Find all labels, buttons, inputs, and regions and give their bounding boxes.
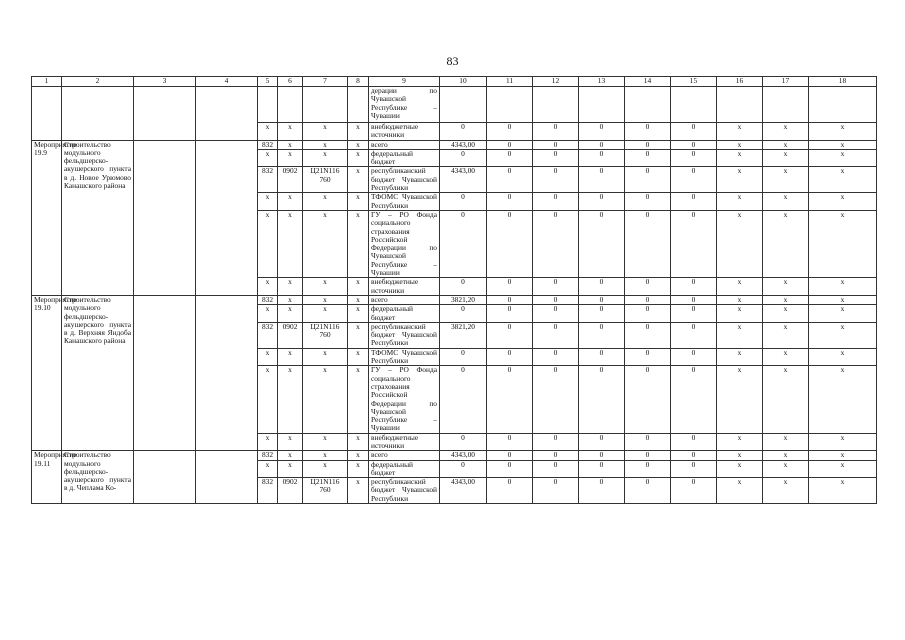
- value-cell: х: [809, 366, 877, 433]
- code-cell: 832: [258, 322, 278, 348]
- code-cell: х: [278, 123, 303, 141]
- code-cell: х: [303, 460, 348, 478]
- value-cell: х: [717, 348, 763, 366]
- value-cell: [809, 87, 877, 123]
- value-cell: 3821,20: [440, 295, 487, 304]
- column-header: 7: [303, 77, 348, 87]
- value-cell: х: [717, 366, 763, 433]
- value-cell: [717, 87, 763, 123]
- column-header: 1: [32, 77, 62, 87]
- source-cell: федеральный бюджет: [369, 305, 440, 323]
- goal-cell: [196, 140, 258, 295]
- column-header: 2: [62, 77, 134, 87]
- code-cell: х: [278, 348, 303, 366]
- value-cell: 4343,00: [440, 451, 487, 460]
- value-cell: 0: [671, 305, 717, 323]
- value-cell: 0: [487, 366, 533, 433]
- value-cell: 0: [533, 140, 579, 149]
- column-header: 17: [763, 77, 809, 87]
- value-cell: 0: [533, 451, 579, 460]
- value-cell: 0: [579, 478, 625, 504]
- value-cell: 0: [533, 305, 579, 323]
- code-cell: х: [348, 210, 369, 277]
- value-cell: 0: [533, 295, 579, 304]
- code-cell: х: [258, 433, 278, 451]
- value-cell: 0: [625, 322, 671, 348]
- value-cell: 0: [625, 433, 671, 451]
- name-cell: Строительство модульного фельдшерско-акушерского пункта в д. Верхняя Яндоба Канашского района: [62, 295, 134, 450]
- code-cell: х: [303, 140, 348, 149]
- value-cell: 0: [440, 278, 487, 296]
- source-cell: всего: [369, 140, 440, 149]
- value-cell: х: [763, 149, 809, 167]
- value-cell: х: [809, 210, 877, 277]
- page-number: 83: [446, 54, 459, 68]
- goal-cell: [196, 451, 258, 504]
- table-row: [32, 140, 877, 149]
- value-cell: х: [763, 193, 809, 211]
- value-cell: 0: [671, 460, 717, 478]
- code-cell: 832: [258, 167, 278, 193]
- source-cell: республиканский бюджет Чувашской Республики: [369, 478, 440, 504]
- value-cell: 0: [579, 433, 625, 451]
- value-cell: 0: [579, 123, 625, 141]
- code-cell: х: [348, 295, 369, 304]
- value-cell: 0: [579, 322, 625, 348]
- value-cell: 0: [671, 433, 717, 451]
- value-cell: х: [763, 433, 809, 451]
- value-cell: 0: [487, 193, 533, 211]
- name-cell: Строительство модульного фельдшерско-акушерского пункта в д. Новое Урюмово Канашского района: [62, 140, 134, 295]
- code-cell: Ц21N116 760: [303, 167, 348, 193]
- column-header: 12: [533, 77, 579, 87]
- value-cell: 0: [440, 305, 487, 323]
- value-cell: 0: [671, 149, 717, 167]
- value-cell: [763, 87, 809, 123]
- value-cell: 4343,00: [440, 167, 487, 193]
- source-cell: всего: [369, 295, 440, 304]
- value-cell: 0: [533, 478, 579, 504]
- value-cell: 0: [533, 433, 579, 451]
- code-cell: х: [348, 123, 369, 141]
- value-cell: 0: [487, 140, 533, 149]
- value-cell: 0: [487, 433, 533, 451]
- value-cell: х: [809, 278, 877, 296]
- value-cell: х: [717, 433, 763, 451]
- code-cell: х: [348, 322, 369, 348]
- value-cell: 0: [440, 433, 487, 451]
- source-cell: республиканский бюджет Чувашской Республики: [369, 167, 440, 193]
- goal-cell: [196, 87, 258, 141]
- code-cell: х: [348, 140, 369, 149]
- value-cell: 0: [440, 193, 487, 211]
- code-cell: х: [348, 451, 369, 460]
- code-cell: х: [258, 305, 278, 323]
- value-cell: 0: [487, 295, 533, 304]
- value-cell: 0: [579, 366, 625, 433]
- code-cell: [303, 87, 348, 123]
- code-cell: 832: [258, 295, 278, 304]
- value-cell: [625, 87, 671, 123]
- source-cell: ТФОМС Чувашской Республики: [369, 193, 440, 211]
- value-cell: 0: [579, 149, 625, 167]
- value-cell: 0: [579, 295, 625, 304]
- code-cell: Ц21N116 760: [303, 322, 348, 348]
- value-cell: 0: [579, 167, 625, 193]
- name-cell: [62, 87, 134, 141]
- value-cell: 0: [487, 478, 533, 504]
- code-cell: х: [303, 149, 348, 167]
- source-cell: дерации по Чувашской Республике – Чувашии: [369, 87, 440, 123]
- value-cell: х: [809, 322, 877, 348]
- value-cell: 0: [487, 460, 533, 478]
- value-cell: 0: [487, 348, 533, 366]
- value-cell: 0: [533, 167, 579, 193]
- value-cell: х: [763, 140, 809, 149]
- code-cell: х: [303, 451, 348, 460]
- value-cell: х: [717, 295, 763, 304]
- value-cell: 0: [440, 123, 487, 141]
- value-cell: 0: [440, 366, 487, 433]
- value-cell: х: [763, 210, 809, 277]
- code-cell: 832: [258, 451, 278, 460]
- value-cell: х: [763, 295, 809, 304]
- code-cell: 0902: [278, 167, 303, 193]
- value-cell: [671, 87, 717, 123]
- source-cell: ТФОМС Чувашской Республики: [369, 348, 440, 366]
- value-cell: х: [717, 167, 763, 193]
- value-cell: 0: [579, 140, 625, 149]
- value-cell: х: [809, 348, 877, 366]
- source-cell: внебюджетные источники: [369, 123, 440, 141]
- value-cell: х: [809, 460, 877, 478]
- value-cell: 4343,00: [440, 140, 487, 149]
- code-cell: х: [348, 433, 369, 451]
- value-cell: 0: [487, 305, 533, 323]
- value-cell: х: [763, 451, 809, 460]
- code-cell: х: [258, 348, 278, 366]
- value-cell: 0: [625, 451, 671, 460]
- value-cell: 0: [579, 278, 625, 296]
- value-cell: 0: [440, 149, 487, 167]
- value-cell: [579, 87, 625, 123]
- value-cell: х: [809, 167, 877, 193]
- code-cell: х: [303, 295, 348, 304]
- value-cell: х: [763, 278, 809, 296]
- value-cell: 0: [671, 123, 717, 141]
- source-cell: федеральный бюджет: [369, 149, 440, 167]
- code-cell: х: [278, 460, 303, 478]
- code-cell: х: [278, 149, 303, 167]
- value-cell: 0: [533, 366, 579, 433]
- value-cell: 0: [625, 478, 671, 504]
- value-cell: 0: [533, 123, 579, 141]
- goal-cell: [196, 295, 258, 450]
- column-header: 16: [717, 77, 763, 87]
- value-cell: 0: [671, 366, 717, 433]
- value-cell: х: [763, 322, 809, 348]
- source-cell: внебюджетные источники: [369, 278, 440, 296]
- value-cell: х: [717, 123, 763, 141]
- code-cell: [278, 87, 303, 123]
- measure-cell: Мероприятие 19.10: [32, 295, 62, 450]
- code-cell: х: [278, 305, 303, 323]
- code-cell: 832: [258, 478, 278, 504]
- value-cell: 0: [533, 460, 579, 478]
- value-cell: 0: [579, 460, 625, 478]
- value-cell: 0: [625, 305, 671, 323]
- executor-cell: [134, 140, 196, 295]
- table-row: [32, 87, 877, 123]
- column-header: 10: [440, 77, 487, 87]
- code-cell: х: [348, 149, 369, 167]
- value-cell: 0: [487, 123, 533, 141]
- value-cell: 0: [440, 348, 487, 366]
- code-cell: х: [348, 167, 369, 193]
- code-cell: х: [278, 433, 303, 451]
- value-cell: 0: [671, 140, 717, 149]
- source-cell: всего: [369, 451, 440, 460]
- value-cell: х: [763, 478, 809, 504]
- value-cell: х: [763, 123, 809, 141]
- column-header: 6: [278, 77, 303, 87]
- value-cell: х: [809, 295, 877, 304]
- value-cell: 0: [533, 322, 579, 348]
- value-cell: 0: [533, 278, 579, 296]
- value-cell: 0: [671, 193, 717, 211]
- value-cell: х: [809, 433, 877, 451]
- value-cell: 0: [625, 167, 671, 193]
- code-cell: х: [348, 460, 369, 478]
- value-cell: 0: [487, 451, 533, 460]
- value-cell: 0: [625, 278, 671, 296]
- code-cell: х: [258, 460, 278, 478]
- value-cell: 0: [671, 278, 717, 296]
- value-cell: х: [717, 278, 763, 296]
- name-cell: Строительство модульного фельдшерско-акушерского пункта в д. Чеплама Ко-: [62, 451, 134, 504]
- value-cell: 0: [625, 193, 671, 211]
- code-cell: х: [348, 348, 369, 366]
- column-header: 15: [671, 77, 717, 87]
- column-header: 13: [579, 77, 625, 87]
- column-number-row: [32, 77, 877, 87]
- value-cell: 0: [487, 167, 533, 193]
- value-cell: 0: [533, 193, 579, 211]
- column-header: 5: [258, 77, 278, 87]
- code-cell: х: [348, 305, 369, 323]
- code-cell: х: [258, 123, 278, 141]
- code-cell: х: [303, 123, 348, 141]
- value-cell: х: [717, 460, 763, 478]
- source-cell: федеральный бюджет: [369, 460, 440, 478]
- code-cell: х: [278, 295, 303, 304]
- value-cell: 0: [625, 295, 671, 304]
- column-header: 11: [487, 77, 533, 87]
- table-row: [32, 451, 877, 460]
- value-cell: 0: [440, 210, 487, 277]
- value-cell: 0: [671, 322, 717, 348]
- code-cell: Ц21N116 760: [303, 478, 348, 504]
- code-cell: 0902: [278, 478, 303, 504]
- value-cell: х: [717, 193, 763, 211]
- code-cell: х: [278, 210, 303, 277]
- value-cell: х: [717, 140, 763, 149]
- value-cell: х: [809, 478, 877, 504]
- column-header: 4: [196, 77, 258, 87]
- value-cell: 0: [671, 451, 717, 460]
- value-cell: х: [763, 460, 809, 478]
- source-cell: ГУ – РО Фонда социального страхования Российской Федерации по Чувашской Республике – Чувашии: [369, 366, 440, 433]
- value-cell: 0: [579, 305, 625, 323]
- value-cell: 0: [579, 451, 625, 460]
- value-cell: 0: [625, 140, 671, 149]
- value-cell: х: [809, 305, 877, 323]
- executor-cell: [134, 87, 196, 141]
- value-cell: 0: [487, 322, 533, 348]
- code-cell: х: [278, 278, 303, 296]
- value-cell: х: [763, 366, 809, 433]
- value-cell: [440, 87, 487, 123]
- code-cell: х: [303, 366, 348, 433]
- value-cell: 0: [487, 149, 533, 167]
- value-cell: х: [809, 140, 877, 149]
- value-cell: 0: [625, 348, 671, 366]
- value-cell: 0: [625, 149, 671, 167]
- code-cell: х: [348, 193, 369, 211]
- code-cell: 0902: [278, 322, 303, 348]
- value-cell: [487, 87, 533, 123]
- value-cell: х: [717, 478, 763, 504]
- column-header: 14: [625, 77, 671, 87]
- value-cell: 0: [625, 460, 671, 478]
- column-header: 8: [348, 77, 369, 87]
- column-header: 3: [134, 77, 196, 87]
- code-cell: х: [348, 366, 369, 433]
- value-cell: 0: [671, 167, 717, 193]
- code-cell: х: [278, 366, 303, 433]
- code-cell: х: [303, 305, 348, 323]
- code-cell: х: [278, 140, 303, 149]
- value-cell: [533, 87, 579, 123]
- code-cell: х: [278, 193, 303, 211]
- value-cell: х: [717, 451, 763, 460]
- executor-cell: [134, 451, 196, 504]
- value-cell: 0: [487, 210, 533, 277]
- value-cell: 0: [533, 149, 579, 167]
- executor-cell: [134, 295, 196, 450]
- code-cell: 832: [258, 140, 278, 149]
- code-cell: х: [258, 149, 278, 167]
- value-cell: 0: [533, 348, 579, 366]
- value-cell: х: [809, 451, 877, 460]
- measure-cell: Мероприятие 19.9: [32, 140, 62, 295]
- value-cell: х: [809, 149, 877, 167]
- code-cell: х: [303, 278, 348, 296]
- value-cell: 0: [625, 123, 671, 141]
- code-cell: [348, 87, 369, 123]
- code-cell: х: [303, 193, 348, 211]
- value-cell: х: [763, 348, 809, 366]
- value-cell: х: [717, 305, 763, 323]
- code-cell: [258, 87, 278, 123]
- source-cell: ГУ – РО Фонда социального страхования Российской Федерации по Чувашской Республике – Чувашии: [369, 210, 440, 277]
- code-cell: х: [258, 210, 278, 277]
- value-cell: 0: [579, 193, 625, 211]
- value-cell: 0: [579, 210, 625, 277]
- code-cell: х: [348, 278, 369, 296]
- value-cell: 0: [671, 295, 717, 304]
- value-cell: х: [717, 210, 763, 277]
- value-cell: 0: [579, 348, 625, 366]
- column-header: 18: [809, 77, 877, 87]
- value-cell: 0: [533, 210, 579, 277]
- code-cell: х: [258, 278, 278, 296]
- value-cell: 0: [625, 366, 671, 433]
- value-cell: х: [809, 123, 877, 141]
- value-cell: 0: [671, 348, 717, 366]
- value-cell: 0: [487, 278, 533, 296]
- value-cell: 0: [671, 478, 717, 504]
- code-cell: х: [278, 451, 303, 460]
- value-cell: 0: [440, 460, 487, 478]
- code-cell: х: [303, 348, 348, 366]
- source-cell: республиканский бюджет Чувашской Республики: [369, 322, 440, 348]
- value-cell: 4343,00: [440, 478, 487, 504]
- value-cell: 0: [671, 210, 717, 277]
- code-cell: х: [348, 478, 369, 504]
- value-cell: х: [717, 149, 763, 167]
- measure-cell: Мероприятие 19.11: [32, 451, 62, 504]
- budget-table: [31, 76, 877, 504]
- value-cell: 3821,20: [440, 322, 487, 348]
- code-cell: х: [258, 366, 278, 433]
- value-cell: х: [763, 305, 809, 323]
- code-cell: х: [258, 193, 278, 211]
- column-header: 9: [369, 77, 440, 87]
- code-cell: х: [303, 433, 348, 451]
- table-row: [32, 295, 877, 304]
- value-cell: 0: [625, 210, 671, 277]
- value-cell: х: [809, 193, 877, 211]
- value-cell: х: [717, 322, 763, 348]
- value-cell: х: [763, 167, 809, 193]
- source-cell: внебюджетные источники: [369, 433, 440, 451]
- code-cell: х: [303, 210, 348, 277]
- measure-cell: [32, 87, 62, 141]
